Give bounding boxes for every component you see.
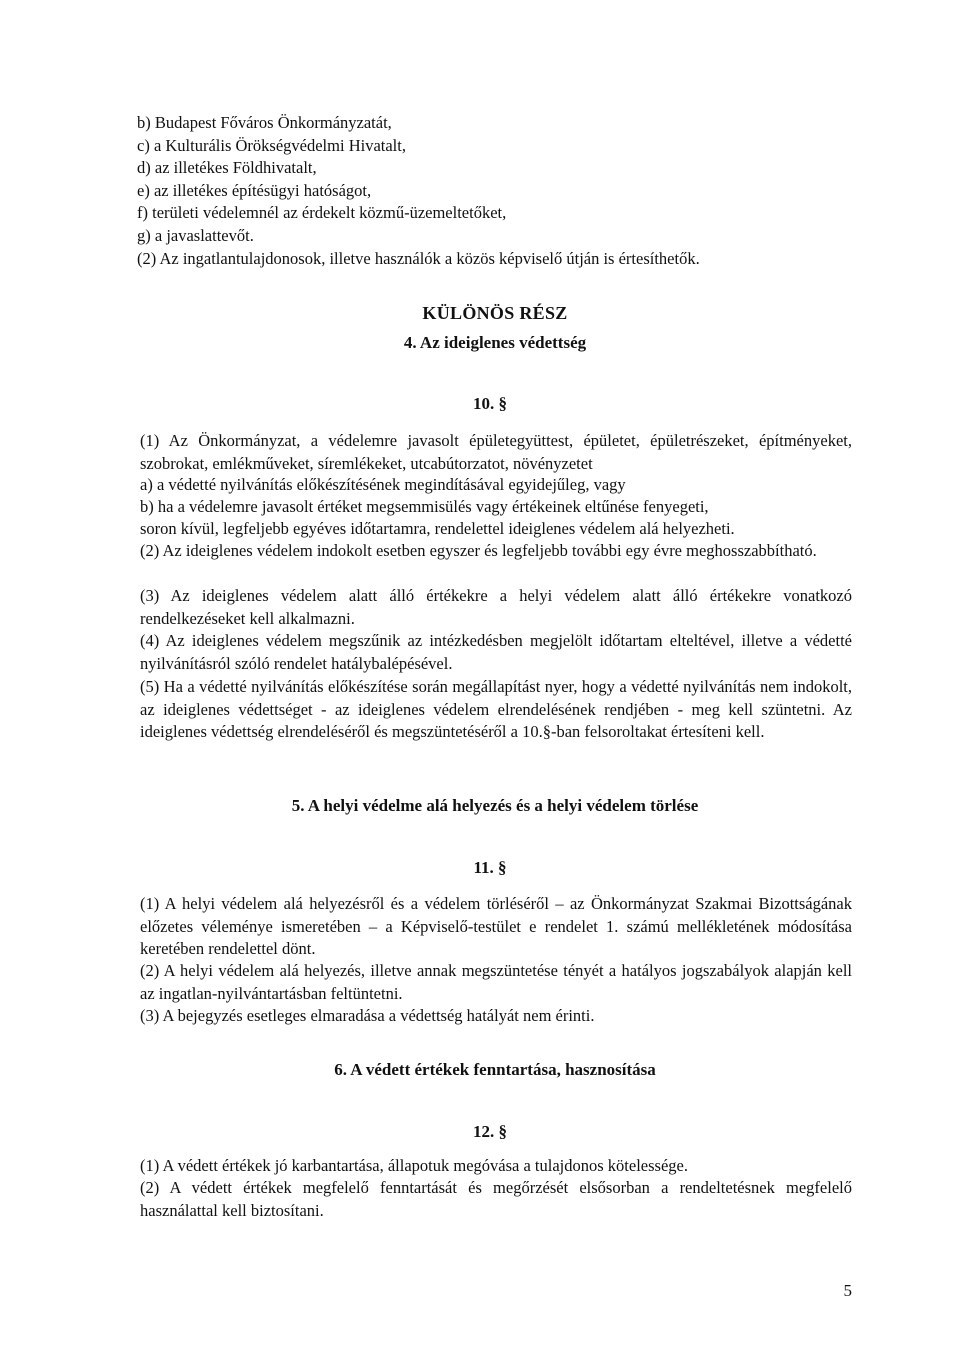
section-11-heading: 11. § [473,858,507,877]
list-item: f) területi védelemnél az érdekelt közmű-üzemeltetőket, [137,203,507,223]
part-title: KÜLÖNÖS RÉSZ [422,303,568,323]
s12-paragraph-2: (2) A védett értékek megfelelő fenntartását és megőrzését elsősorban a rendeltetésnek megfelelő használattal kell biztosítani. [140,1178,852,1220]
notification-list [137,112,853,270]
s10-paragraph-3: (3) Az ideiglenes védelem alatt álló értékekre a helyi védelem alatt álló értékekre vonatkozó rendelkezéseket kell alkalmazni. [140,586,852,628]
list-item: e) az illetékes építésügyi hatóságot, [137,180,372,200]
list-item: b) Budapest Főváros Önkormányzatát, [137,113,392,132]
s10-paragraph-4: (4) Az ideiglenes védelem megszűnik az intézkedésben megjelölt időtartam elteltével, illetve a védetté nyilvánításról szóló rendelet hatálybalépésével. [140,631,852,673]
chapter-6-heading: 6. A védett értékek fenntartása, hasznosítása [334,1060,656,1079]
section-12-heading: 12. § [473,1122,507,1141]
s10-paragraph-1-intro: (1) Az Önkormányzat, a védelemre javasolt épületegyüttest, épületet, épületrészeket, építményeket, szobrokat, emlékműveket, síremlékeket, utcabútorzatot, növényzetet [140,431,852,473]
list-item: c) a Kulturális Örökségvédelmi Hivatalt, [137,135,406,155]
s10-paragraph-1-end: soron kívül, legfeljebb egyéves időtartamra, rendelettel ideiglenes védelem alá helyezheti. [140,519,735,538]
s10-paragraph-5: (5) Ha a védetté nyilvánítás előkészítése során megállapítást nyer, hogy a védetté nyilvánítás nem indokolt, az ideiglenes védettséget - az ideiglenes védelem elrendelésének rendjében - meg kell szüntetni. Az ideiglenes védettség elrendeléséről és megszüntetéséről a 10.§-ban felsoroltakat értesíteni kell. [140,677,852,742]
list-item: g) a javaslattevőt. [137,225,254,245]
page-number: 5 [843,1281,852,1300]
s10-paragraph-1-a: a) a védetté nyilvánítás előkészítésének megindításával egyidejűleg, vagy [140,475,626,494]
s10-paragraph-1-b: b) ha a védelemre javasolt értéket megsemmisülés vagy értékeinek eltűnése fenyegeti, [140,497,709,516]
s10-paragraph-2: (2) Az ideiglenes védelem indokolt esetben egyszer és legfeljebb további egy évre meghosszabbítható. [140,541,817,560]
s11-paragraph-2: (2) A helyi védelem alá helyezés, illetve annak megszüntetése tényét a hatályos jogszabályok alapján kell az ingatlan-nyilvántartásban feltüntetni. [140,961,852,1003]
s11-paragraph-1: (1) A helyi védelem alá helyezésről és a védelem törléséről – az Önkormányzat Szakmai Bizottságának előzetes véleménye ismeretében – a Képviselő-testület e rendelet 1. számú mellékletének módosítása keretében rendelettel dönt. [140,894,852,959]
section-10-heading: 10. § [473,394,507,413]
s12-paragraph-1: (1) A védett értékek jó karbantartása, állapotuk megóvása a tulajdonos kötelessége. [140,1156,688,1175]
chapter-5-heading: 5. A helyi védelme alá helyezés és a helyi védelem törlése [291,796,699,815]
chapter-4-heading: 4. Az ideiglenes védettség [403,333,587,352]
s11-paragraph-3: (3) A bejegyzés esetleges elmaradása a védettség hatályát nem érinti. [140,1006,595,1025]
list-item: d) az illetékes Földhivatalt, [137,158,317,178]
paragraph-9-2: (2) Az ingatlantulajdonosok, illetve használók a közös képviselő útján is értesíthetők. [137,248,700,268]
